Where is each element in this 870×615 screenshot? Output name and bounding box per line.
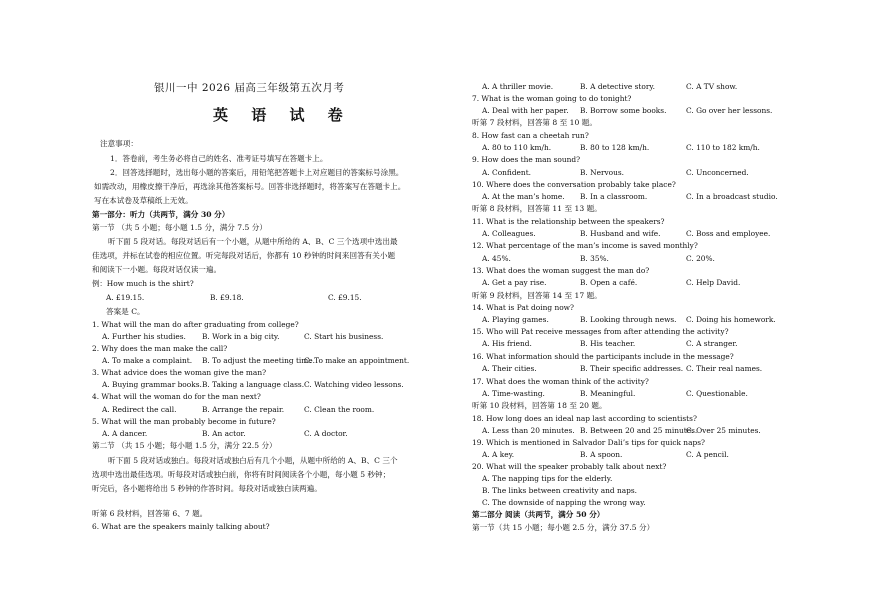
- part2-heading: 第二部分 阅读（共两节，满分 50 分）: [472, 510, 605, 519]
- q15-option-c: C. A stranger.: [686, 339, 738, 348]
- segment-8-note: 听第 8 段材料，回答第 11 至 13 题。: [472, 204, 602, 213]
- q9-option-b: B. Nervous.: [580, 168, 625, 177]
- q3-option-c: C. Watching video lessons.: [304, 380, 404, 389]
- q19-option-c: C. A pencil.: [686, 450, 729, 459]
- q10-option-b: B. In a classroom.: [580, 192, 648, 201]
- question-7: 7. What is the woman going to do tonight?: [472, 94, 632, 103]
- sec2-instruction-1: 听下面 5 段对话或独白。每段对话或独白后有几个小题，从题中所给的 A、B、C 三个: [108, 456, 398, 465]
- q10-option-a: A. At the man’s home.: [482, 192, 565, 201]
- question-16: 16. What information should the participants include in the message?: [472, 352, 734, 361]
- notice-line-4: 写在本试卷及草稿纸上无效。: [94, 196, 193, 205]
- segment-10-note: 听第 10 段材料，回答第 18 至 20 题。: [472, 401, 607, 410]
- q2-option-a: A. To make a complaint.: [102, 356, 193, 365]
- q2-option-b: B. To adjust the meeting time.: [202, 356, 316, 365]
- example-option-a: A. £19.15.: [106, 293, 145, 302]
- q9-option-a: A. Confident.: [482, 168, 532, 177]
- part1-sec2-heading: 第二节 （共 15 小题；每小题 1.5 分，满分 22.5 分）: [92, 441, 277, 450]
- segment-6-note: 听第 6 段材料，回答第 6、7 题。: [92, 509, 208, 518]
- notice-heading: 注意事项：: [100, 139, 138, 148]
- q18-option-c: C. Over 25 minutes.: [686, 426, 761, 435]
- sec2-instruction-3: 听完后，各小题将给出 5 秒钟的作答时间。每段对话或独白读两遍。: [92, 484, 322, 493]
- q5-option-c: C. A doctor.: [304, 429, 348, 438]
- question-14: 14. What is Pat doing now?: [472, 303, 574, 312]
- q16-option-c: C. Their real names.: [686, 364, 763, 373]
- example-option-c: C. £9.15.: [328, 293, 362, 302]
- question-12: 12. What percentage of the man’s income is saved monthly?: [472, 241, 698, 250]
- q7-option-c: C. Go over her lessons.: [686, 106, 773, 115]
- q16-option-b: B. Their specific addresses.: [580, 364, 684, 373]
- segment-9-note: 听第 9 段材料，回答第 14 至 17 题。: [472, 291, 602, 300]
- q14-option-a: A. Playing games.: [482, 315, 549, 324]
- q12-option-a: A. 45%.: [482, 254, 511, 263]
- page-title: 英 语 试 卷: [213, 106, 352, 124]
- q1-option-a: A. Further his studies.: [102, 332, 186, 341]
- question-3: 3. What advice does the woman give the man?: [92, 368, 267, 377]
- q14-option-b: B. Looking through news.: [580, 315, 677, 324]
- q8-option-c: C. 110 to 182 km/h.: [686, 143, 760, 152]
- q1-option-c: C. Start his business.: [304, 332, 384, 341]
- part1-sec1-heading: 第一节 （共 5 小题；每小题 1.5 分，满分 7.5 分）: [92, 223, 267, 232]
- q16-option-a: A. Their cities.: [482, 364, 537, 373]
- q10-option-c: C. In a broadcast studio.: [686, 192, 778, 201]
- question-8: 8. How fast can a cheetah run?: [472, 131, 589, 140]
- q18-option-a: A. Less than 20 minutes.: [482, 426, 575, 435]
- question-5: 5. What will the man probably become in future?: [92, 417, 276, 426]
- q13-option-c: C. Help David.: [686, 278, 741, 287]
- question-6: 6. What are the speakers mainly talking about?: [92, 522, 270, 531]
- q12-option-b: B. 35%.: [580, 254, 609, 263]
- question-19: 19. Which is mentioned in Salvador Dali’s tips for quick naps?: [472, 438, 705, 447]
- q17-option-c: C. Questionable.: [686, 389, 748, 398]
- example-option-b: B. £9.18.: [210, 293, 244, 302]
- question-17: 17. What does the woman think of the activity?: [472, 377, 649, 386]
- q20-option-c: C. The downside of napping the wrong way.: [482, 498, 646, 507]
- q5-option-a: A. A dancer.: [102, 429, 148, 438]
- question-9: 9. How does the man sound?: [472, 155, 581, 164]
- q6-option-a: A. A thriller movie.: [482, 82, 554, 91]
- question-1: 1. What will the man do after graduating from college?: [92, 320, 299, 329]
- notice-line-2: 2．回答选择题时，选出每小题的答案后，用铅笔把答题卡上对应题目的答案标号涂黑。: [110, 168, 404, 177]
- part1-heading: 第一部分：听力（共两节，满分 30 分）: [92, 210, 230, 219]
- example-question: 例：How much is the shirt?: [92, 279, 194, 288]
- notice-line-3: 如需改动，用橡皮擦干净后，再选涂其他答案标号。回答非选择题时，将答案写在答题卡上。: [94, 182, 406, 191]
- q14-option-c: C. Doing his homework.: [686, 315, 776, 324]
- q4-option-c: C. Clean the room.: [304, 405, 375, 414]
- q7-option-a: A. Deal with her paper.: [482, 106, 569, 115]
- question-10: 10. Where does the conversation probably take place?: [472, 180, 676, 189]
- q17-option-a: A. Time-wasting.: [482, 389, 545, 398]
- q2-option-c: C. To make an appointment.: [304, 356, 410, 365]
- q20-option-b: B. The links between creativity and naps.: [482, 486, 638, 495]
- q13-option-b: B. Open a café.: [580, 278, 638, 287]
- q15-option-b: B. His teacher.: [580, 339, 636, 348]
- example-answer: 答案是 C。: [106, 307, 145, 316]
- q4-option-a: A. Redirect the call.: [102, 405, 177, 414]
- part2-sec1-heading: 第一节（共 15 小题；每小题 2.5 分，满分 37.5 分）: [472, 523, 655, 532]
- question-11: 11. What is the relationship between the speakers?: [472, 217, 665, 226]
- q1-option-b: B. Work in a big city.: [202, 332, 280, 341]
- question-2: 2. Why does the man make the call?: [92, 344, 228, 353]
- q6-option-c: C. A TV show.: [686, 82, 738, 91]
- segment-7-note: 听第 7 段材料，回答第 8 至 10 题。: [472, 118, 597, 127]
- sec1-instruction-2: 佳选项，并标在试卷的相应位置。听完每段对话后，你都有 10 秒钟的时间来回答有关小题: [92, 251, 396, 260]
- q17-option-b: B. Meaningful.: [580, 389, 636, 398]
- q18-option-b: B. Between 20 and 25 minutes.: [580, 426, 698, 435]
- sec1-instruction-3: 和阅读下一小题。每段对话仅读一遍。: [92, 265, 222, 274]
- q13-option-a: A. Get a pay rise.: [482, 278, 547, 287]
- q20-option-a: A. The napping tips for the elderly.: [482, 474, 613, 483]
- q19-option-a: A. A key.: [482, 450, 515, 459]
- question-13: 13. What does the woman suggest the man do?: [472, 266, 650, 275]
- q11-option-b: B. Husband and wife.: [580, 229, 661, 238]
- q5-option-b: B. An actor.: [202, 429, 246, 438]
- q9-option-c: C. Unconcerned.: [686, 168, 749, 177]
- q8-option-a: A. 80 to 110 km/h.: [482, 143, 552, 152]
- sec2-instruction-2: 选项中选出最佳选项。听每段对话或独白前，你将有时间阅读各个小题，每小题 5 秒钟；: [92, 470, 391, 479]
- question-4: 4. What will the woman do for the man next?: [92, 392, 261, 401]
- q11-option-a: A. Colleagues.: [482, 229, 536, 238]
- q6-option-b: B. A detective story.: [580, 82, 655, 91]
- q15-option-a: A. His friend.: [482, 339, 532, 348]
- school-line: 银川一中 2026 届高三年级第五次月考: [154, 82, 345, 94]
- q3-option-b: B. Taking a language class.: [202, 380, 305, 389]
- question-20: 20. What will the speaker probably talk about next?: [472, 462, 667, 471]
- notice-line-1: 1．答卷前，考生务必将自己的姓名、准考证号填写在答题卡上。: [110, 154, 328, 163]
- q19-option-b: B. A spoon.: [580, 450, 623, 459]
- sec1-instruction-1: 听下面 5 段对话。每段对话后有一个小题，从题中所给的 A、B、C 三个选项中选出最: [108, 237, 398, 246]
- question-18: 18. How long does an ideal nap last according to scientists?: [472, 414, 697, 423]
- q12-option-c: C. 20%.: [686, 254, 715, 263]
- q8-option-b: B. 80 to 128 km/h.: [580, 143, 650, 152]
- question-15: 15. Who will Pat receive messages from after attending the activity?: [472, 327, 729, 336]
- q7-option-b: B. Borrow some books.: [580, 106, 667, 115]
- q4-option-b: B. Arrange the repair.: [202, 405, 285, 414]
- q3-option-a: A. Buying grammar books.: [102, 380, 202, 389]
- q11-option-c: C. Boss and employee.: [686, 229, 771, 238]
